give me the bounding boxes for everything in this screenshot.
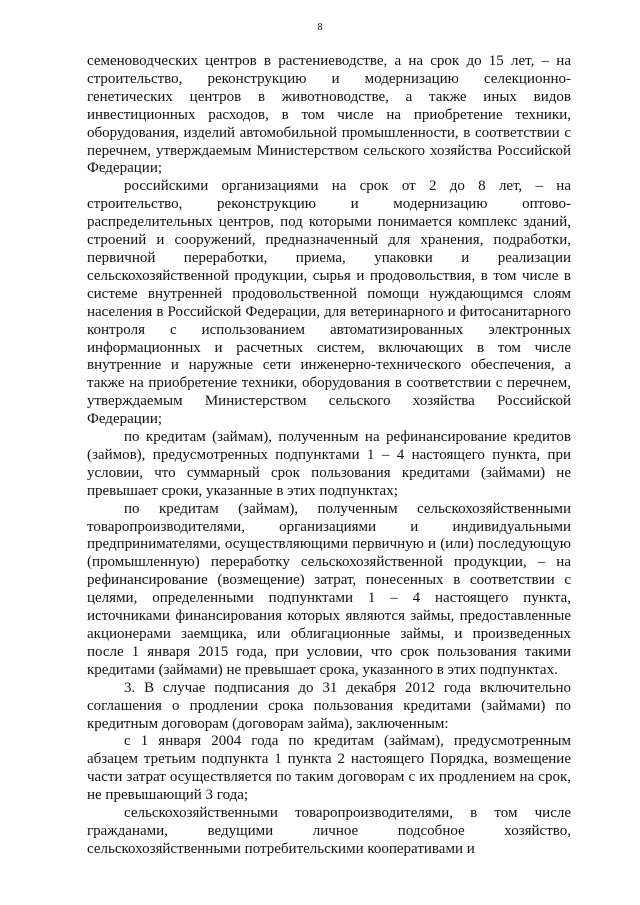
- paragraph-6: с 1 января 2004 года по кредитам (займам), предусмотренным абзацем третьим подпункта 1 пункта 2 настоящего Порядка, возмещение части затрат осуществляется по таким договорам с их продлением на срок, не превышающий 3 года;: [87, 733, 571, 804]
- paragraph-3: по кредитам (займам), полученным на рефинансирование кредитов (займов), предусмотренных подпунктами 1 – 4 настоящего пункта, при условии, что суммарный срок пользования кредитами (займами) не превышает сроки, указанные в этих подпунктах;: [87, 429, 571, 499]
- document-body: [87, 53, 571, 859]
- paragraph-1: семеноводческих центров в растениеводстве, а на срок до 15 лет, – на строительство, реконструкцию и модернизацию селекционно-генетических центров в животноводстве, а также иных видов инвестиционных расходов, в том числе на приобретение техники, оборудования, изделий автомобильной промышленности, в соответствии с перечнем, утверждаемым Министерством сельского хозяйства Российской Федерации;: [87, 53, 571, 177]
- paragraph-7: сельскохозяйственными товаропроизводителями, в том числе гражданами, ведущими личное подсобное хозяйство, сельскохозяйственными потребительскими кооперативами и: [87, 805, 571, 857]
- page-number: 8: [317, 22, 323, 33]
- paragraph-5: 3. В случае подписания до 31 декабря 2012 года включительно соглашения о продлении срока пользования кредитами (займами) по кредитным договорам (договорам займа), заключенным:: [87, 679, 571, 732]
- paragraph-2: российскими организациями на срок от 2 до 8 лет, – на строительство, реконструкцию и модернизацию оптово-распределительных центров, под которыми понимается комплекс зданий, строений и сооружений, предназначенный для хранения, подработки, первичной переработки, приема, упаковки и реализации сельскохозяйственной продукции, сырья и продовольствия, в том числе в системе внутренней продовольственной помощи нуждающимся слоям населения в Российской Федерации, для ветеринарного и фитосанитарного контроля с использованием автоматизированных электронных информационных и расчетных систем, включающих в том числе внутренние и наружные сети инженерно-технического обеспечения, а также на приобретение техники, оборудования в соответствии с перечнем, утверждаемым Министерством сельского хозяйства Российской Федерации;: [87, 178, 571, 428]
- paragraph-4: по кредитам (займам), полученным сельскохозяйственными товаропроизводителями, организациями и индивидуальными предпринимателями, осуществляющими первичную и (или) последующую (промышленную) переработку сельскохозяйственной продукции, – на рефинансирование (возмещение) затрат, понесенных в соответствии с целями, определенными подпунктами 1 – 4 настоящего пункта, источниками финансирования которых являются займы, предоставленные акционерами заемщика, или облигационные займы, и произведенных после 1 января 2015 года, при условии, что срок пользования такими кредитами (займами) не превышает срока, указанного в этих подпунктах.: [87, 500, 571, 678]
